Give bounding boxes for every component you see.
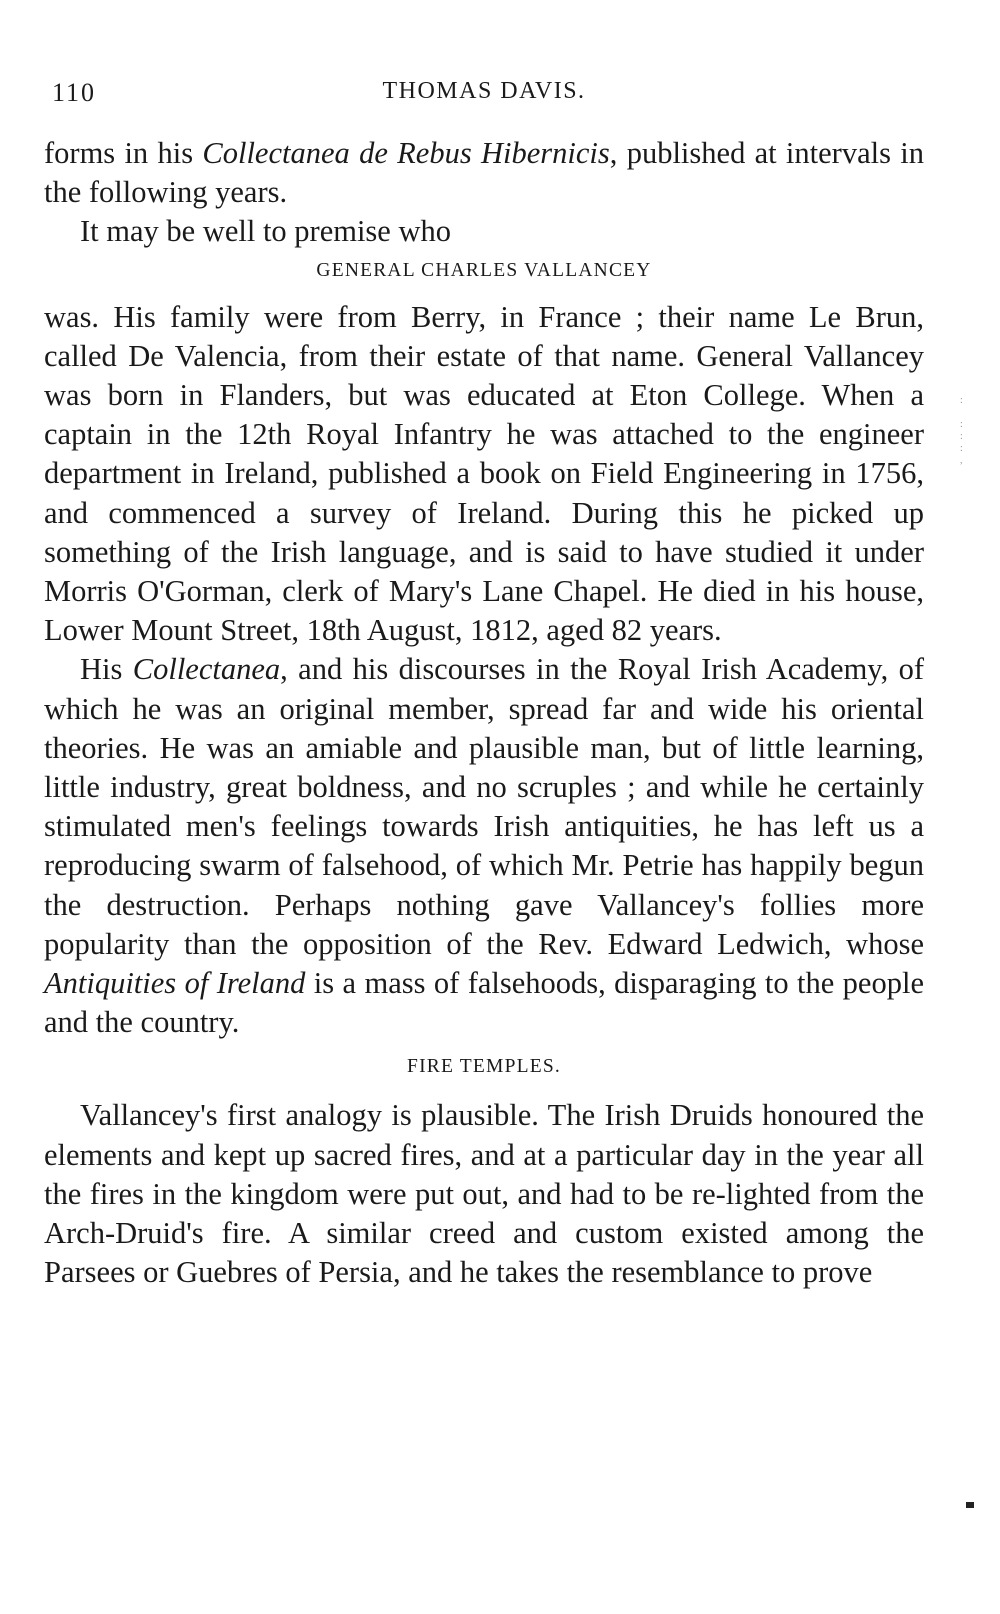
paragraph-5: Vallancey's first analogy is plausible. The Irish Druids honoured the elements and kept up sacred fires, and at a particular day in the year all the fires in the kingdom were put out, and had to be re-lighted from the Arch-Druid's fire. A similar creed and custom existed among the Parsees or Guebres of Persia, and he takes the resemblance to prove [44, 1098, 924, 1290]
paragraph-3: was. His family were from Berry, in France ; their name Le Brun, called De Valencia, from their estate of that name. General Vallancey was born in Flanders, but was educated at Eton College. When a captain in the 12th Royal Infantry he was attached to the engineer department in Ireland, published a book on Field Engineering in 1756, and commenced a survey of Ireland. During this he picked up something of the Irish language, and is said to have studied it under Morris O'Gorman, clerk of Mary's Lane Chapel. He died in his house, Lower Mount Street, 18th August, 1812, aged 82 years. [44, 299, 924, 648]
body-text [44, 134, 924, 1292]
section-heading-vallancey: GENERAL CHARLES VALLANCEY [316, 259, 652, 281]
section-heading-fire-temples: FIRE TEMPLES. [407, 1056, 561, 1078]
paragraph-4 [44, 650, 924, 1042]
paragraph-2: It may be well to premise who [80, 214, 451, 249]
page-number: 110 [52, 78, 97, 107]
paragraph-4-text-b: , and his discourses in the Royal Irish Academy, of which he was an original member, spread far and wide his oriental theories. He was an amiable and plausible man, but of little learning, little industry, great boldness, and no scruples ; and while he certainly stimulated men's feelings towards Irish antiquities, he has left us a reproducing swarm of falsehood, of which Mr. Petrie has happily begun the destruction. Perhaps nothing gave Vallancey's follies more popularity than the opposition of the Rev. Edward Ledwich, whose [44, 652, 924, 961]
book-title-collectanea: Collectanea [132, 652, 281, 687]
running-head [44, 78, 924, 112]
margin-scan-marks: : : : : , [960, 395, 963, 466]
paragraph-1-text-a: forms in his [44, 136, 203, 170]
book-title-collectanea-de-rebus: Collectanea de Rebus Hibernicis [202, 136, 610, 170]
running-title: THOMAS DAVIS. [382, 78, 586, 104]
paragraph-4-text-a: His [80, 652, 133, 687]
scan-corner-mark [966, 1502, 974, 1508]
paragraph-4-text-c: is a mass of falsehoods, disparaging to the people and the country. [44, 966, 924, 1040]
paragraph-1-text-b: , published at intervals in the following years. [44, 136, 924, 210]
book-title-antiquities-of-ireland: Antiquities of Ireland [44, 966, 306, 1001]
paragraph-1 [44, 134, 924, 212]
